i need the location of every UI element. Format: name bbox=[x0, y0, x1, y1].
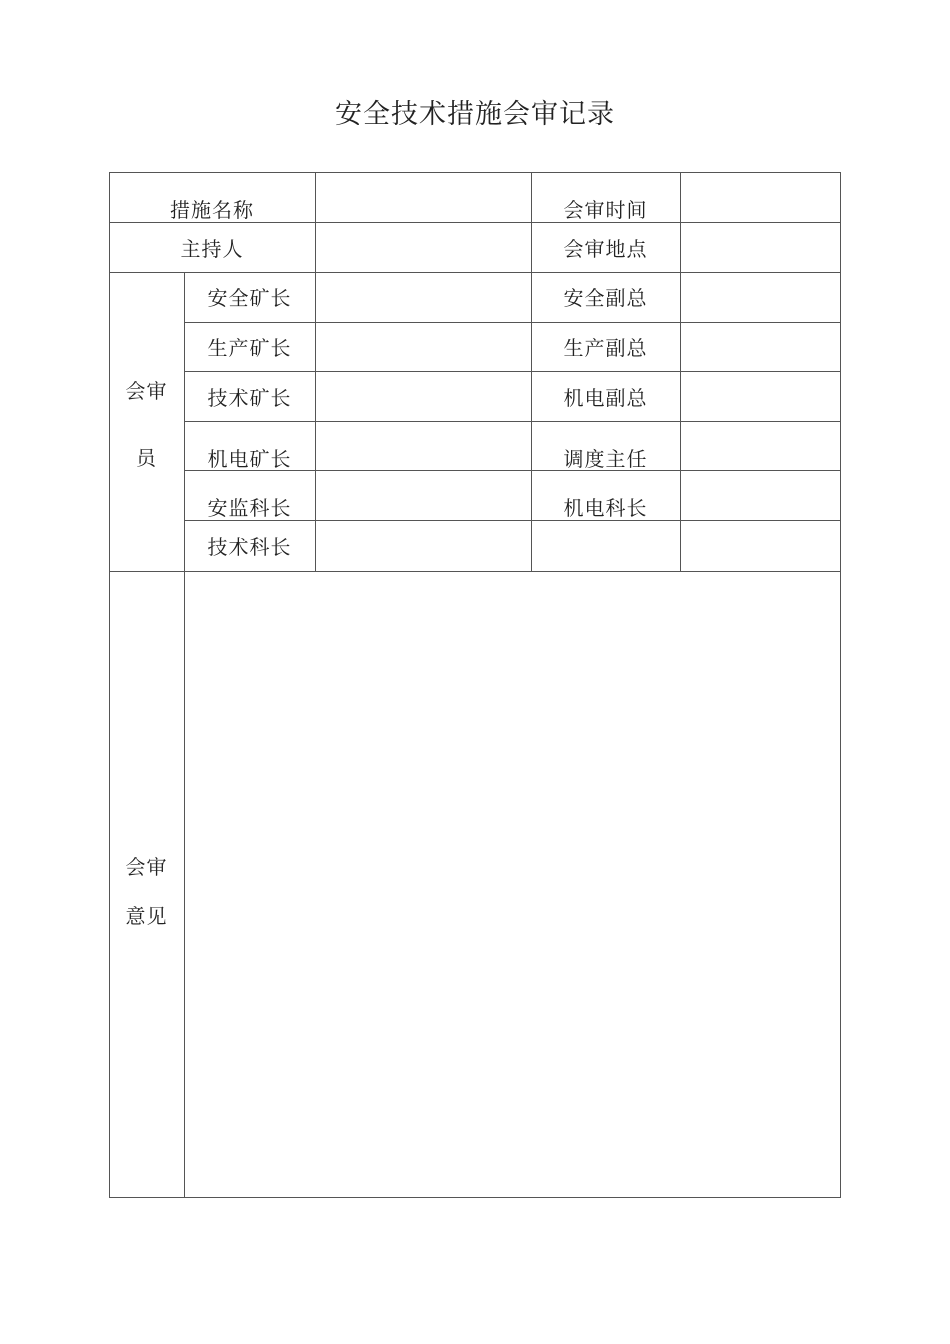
review-place-label: 会审地点 bbox=[563, 237, 648, 261]
reviewer-role-right: 安全副总 bbox=[563, 286, 648, 310]
reviewer-signature-field[interactable] bbox=[681, 273, 840, 322]
reviewer-role-left: 技术矿长 bbox=[207, 386, 292, 410]
reviewer-signature-field[interactable] bbox=[316, 273, 531, 322]
host-label: 主持人 bbox=[180, 237, 244, 261]
reviewer-signature-field[interactable] bbox=[681, 471, 840, 520]
reviewer-role-left: 生产矿长 bbox=[207, 336, 292, 360]
reviewer-signature-field[interactable] bbox=[681, 323, 840, 371]
empty-cell bbox=[681, 521, 840, 571]
opinion-label-top: 会审 bbox=[125, 855, 168, 879]
reviewer-role-right: 机电副总 bbox=[563, 386, 648, 410]
review-time-field[interactable] bbox=[681, 173, 840, 222]
review-time-label: 会审时间 bbox=[563, 198, 648, 222]
measure-name-field[interactable] bbox=[316, 173, 531, 222]
reviewer-signature-field[interactable] bbox=[681, 422, 840, 470]
reviewer-signature-field[interactable] bbox=[316, 521, 531, 571]
reviewer-signature-field[interactable] bbox=[316, 471, 531, 520]
reviewer-signature-field[interactable] bbox=[316, 422, 531, 470]
reviewer-role-left: 安全矿长 bbox=[207, 286, 292, 310]
review-record-table bbox=[109, 172, 841, 1198]
reviewer-role-left: 机电矿长 bbox=[207, 447, 292, 471]
reviewers-label-bottom: 员 bbox=[136, 446, 157, 470]
reviewer-role-left: 技术科长 bbox=[207, 535, 292, 559]
review-place-field[interactable] bbox=[681, 223, 840, 272]
opinion-field[interactable] bbox=[185, 572, 840, 1197]
table-border-bottom bbox=[109, 1197, 841, 1198]
reviewer-signature-field[interactable] bbox=[316, 323, 531, 371]
reviewer-role-right: 调度主任 bbox=[563, 447, 648, 471]
document-title: 安全技术措施会审记录 bbox=[335, 99, 615, 130]
table-border-left bbox=[109, 172, 110, 1198]
reviewer-role-right: 机电科长 bbox=[563, 496, 648, 520]
reviewer-signature-field[interactable] bbox=[316, 372, 531, 421]
reviewer-role-right: 生产副总 bbox=[563, 336, 648, 360]
empty-cell bbox=[532, 521, 680, 571]
reviewers-label-top: 会审 bbox=[125, 379, 168, 403]
table-border-right bbox=[840, 172, 841, 1198]
host-field[interactable] bbox=[316, 223, 531, 272]
reviewer-signature-field[interactable] bbox=[681, 372, 840, 421]
reviewer-role-left: 安监科长 bbox=[207, 496, 292, 520]
measure-name-label: 措施名称 bbox=[170, 198, 254, 222]
opinion-label-bottom: 意见 bbox=[125, 904, 168, 928]
